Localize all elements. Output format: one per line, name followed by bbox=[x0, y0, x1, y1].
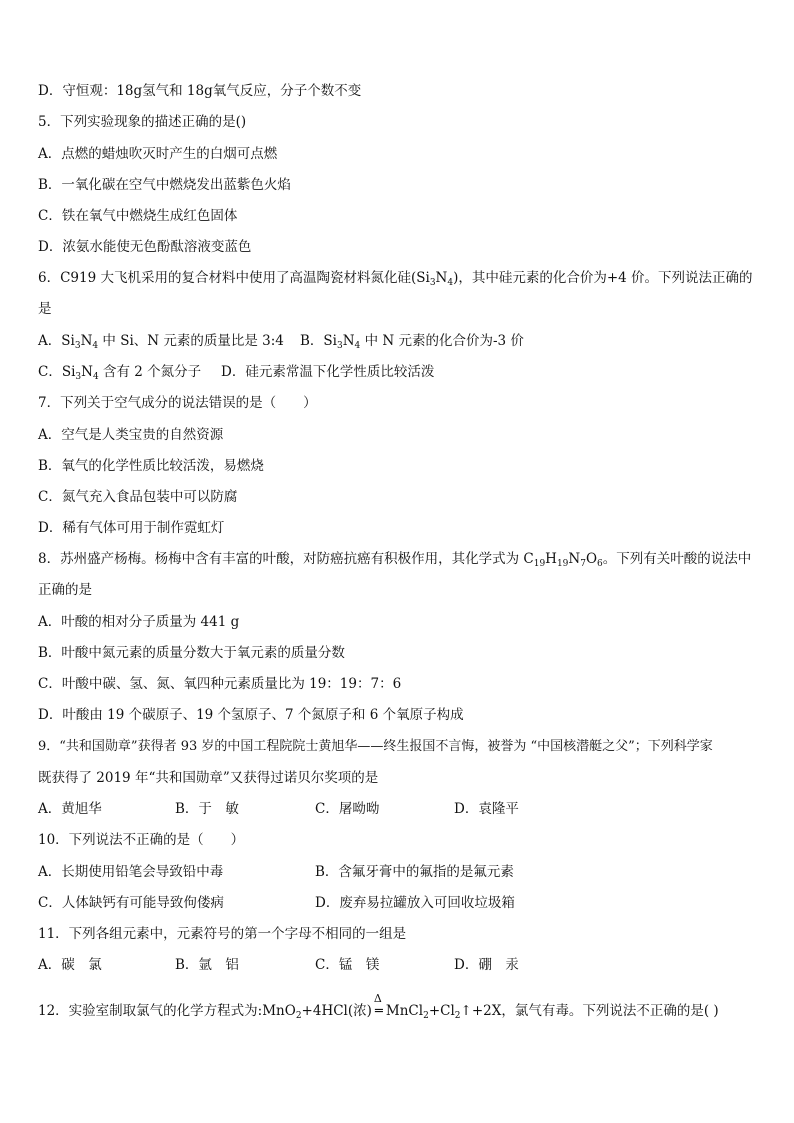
heat-condition-sign: Δ ═ bbox=[373, 992, 383, 1019]
q9-option-a: A．黄旭华 bbox=[38, 801, 102, 817]
q5-option-b: B．一氧化碳在空气中燃烧发出蓝紫色火焰 bbox=[38, 177, 291, 193]
q11-stem: 11．下列各组元素中，元素符号的第一个字母不相同的一组是 bbox=[38, 926, 407, 942]
q7-option-b: B．氧气的化学性质比较活泼，易燃烧 bbox=[38, 458, 264, 474]
q5-option-d: D．浓氨水能使无色酚酞溶液变蓝色 bbox=[38, 239, 252, 255]
q11-option-b: B．氩 铝 bbox=[175, 957, 239, 973]
q6-option-d: D．硅元素常温下化学性质比较活泼 bbox=[221, 364, 435, 380]
q9-stem-cont: 既获得了 2019 年“共和国勋章”又获得过诺贝尔奖项的是 bbox=[38, 770, 379, 786]
q9-option-d: D．袁隆平 bbox=[454, 801, 519, 817]
q9-option-b: B．于 敏 bbox=[175, 801, 239, 817]
q11-option-c: C．锰 镁 bbox=[315, 957, 380, 973]
q10-stem: 10．下列说法不正确的是（ ） bbox=[38, 832, 245, 848]
q6-option-c: C．$Si_3N_4$ 含有 2 个氮分子 bbox=[38, 364, 202, 382]
q8-option-a: A．叶酸的相对分子质量为 441 g bbox=[38, 614, 240, 630]
q10-option-c: C．人体缺钙有可能导致佝偻病 bbox=[38, 895, 224, 911]
q5-stem: 5．下列实验现象的描述正确的是() bbox=[38, 114, 247, 130]
q6-option-b: B．$Si_3N_4$ 中 N 元素的化合价为-3 价 bbox=[300, 333, 524, 351]
q11-option-d: D．硼 汞 bbox=[454, 957, 519, 973]
q8-stem: 8．苏州盛产杨梅。杨梅中含有丰富的叶酸，对防癌抗癌有积极作用，其化学式为 $C_{19}H_{19}N_7O_6$。下列有关叶酸的说法中 bbox=[38, 551, 752, 569]
q9-option-c: C．屠呦呦 bbox=[315, 801, 380, 817]
q5-option-a: A．点燃的蜡烛吹灭时产生的白烟可点燃 bbox=[38, 146, 278, 162]
q7-option-a: A．空气是人类宝贵的自然资源 bbox=[38, 427, 224, 443]
q12-stem: 12．实验室制取氯气的化学方程式为:MnO$_2$+4HCl(浓) Δ ═ $MnCl_2+Cl_2↑+2X$，氯气有毒。下列说法不正确的是( ) bbox=[38, 992, 719, 1021]
q11-option-a: A．碳 氯 bbox=[38, 957, 102, 973]
q8-option-b: B．叶酸中氮元素的质量分数大于氧元素的质量分数 bbox=[38, 645, 345, 661]
q7-stem: 7．下列关于空气成分的说法错误的是（ ） bbox=[38, 395, 317, 411]
q5-option-c: C．铁在氧气中燃烧生成红色固体 bbox=[38, 208, 238, 224]
q9-stem: 9．“共和国勋章”获得者 93 岁的中国工程院院士黄旭华——终生报国不言悔，被誉为 “中国核潜艇之父”；下列科学家 bbox=[38, 739, 713, 754]
q10-option-a: A．长期使用铅笔会导致铅中毒 bbox=[38, 864, 224, 880]
q7-option-d: D．稀有气体可用于制作霓虹灯 bbox=[38, 520, 225, 536]
q8-option-d: D．叶酸由 19 个碳原子、19 个氢原子、7 个氮原子和 6 个氧原子构成 bbox=[38, 707, 464, 723]
q6-option-a: A．$Si_3N_4$ 中 Si、N 元素的质量比是 3:4 bbox=[38, 333, 284, 351]
q4-option-d: D．守恒观：18g氢气和 18g氧气反应，分子个数不变 bbox=[38, 83, 362, 99]
q7-option-c: C．氮气充入食品包装中可以防腐 bbox=[38, 489, 238, 505]
q6-stem: 6．C919 大飞机采用的复合材料中使用了高温陶瓷材料氮化硅$(Si_3N_4)$，其中硅元素的化合价为+4 价。下列说法正确的 bbox=[38, 270, 753, 288]
q10-option-b: B．含氟牙膏中的氟指的是氟元素 bbox=[315, 864, 514, 880]
q8-stem-cont: 正确的是 bbox=[38, 582, 92, 598]
q8-option-c: C．叶酸中碳、氢、氮、氧四种元素质量比为 19：19：7：6 bbox=[38, 676, 402, 692]
q6-stem-cont: 是 bbox=[38, 301, 52, 317]
q10-option-d: D．废弃易拉罐放入可回收垃圾箱 bbox=[315, 895, 515, 911]
